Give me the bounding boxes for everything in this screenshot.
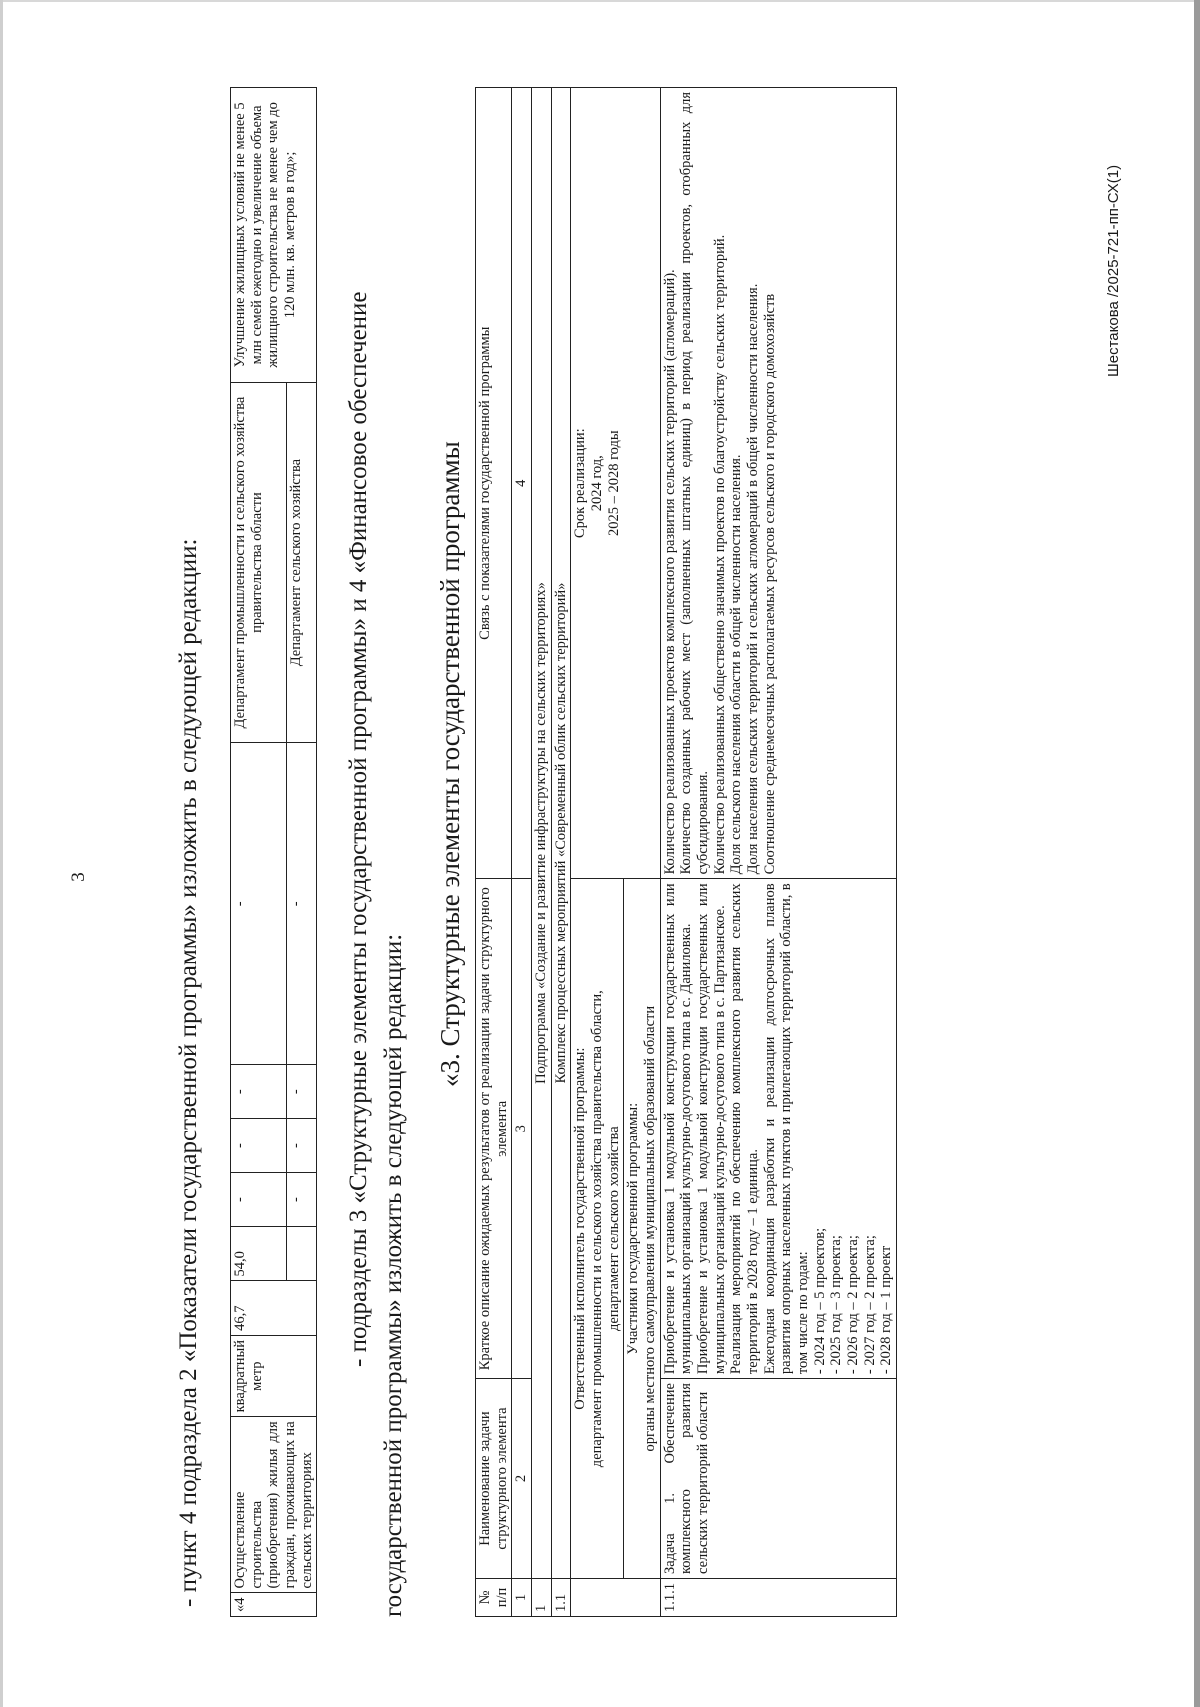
list-item: - 2025 год – 3 проекта;: [828, 1235, 845, 1375]
para-line-1: - подразделы 3 «Структурные элементы государственной программы» и 4 «Финансовое обеспечение: [345, 291, 372, 1367]
subprogram-num: 1: [532, 1579, 552, 1617]
responsible-label: Ответственный исполнитель государственной программы:: [572, 1047, 589, 1410]
indicator-name: Осуществление строительства (приобретения) жилья для граждан, проживающих на сельских территориях: [231, 1417, 317, 1593]
indicator-r2-value-3: -: [287, 1173, 317, 1227]
header-desc: Краткое описание ожидаемых результатов от реализации задачи структурного элемента: [476, 879, 512, 1379]
list-item: - 2024 год – 5 проектов;: [811, 1227, 828, 1375]
list-item: - 2026 год – 2 проекта;: [845, 1235, 862, 1375]
task-link-p3: Количество реализованных общественно значимых проектов по благоустройству сельских территорий.: [711, 234, 728, 875]
term-year-1: 2024 год,: [589, 455, 606, 512]
responsible-row: [571, 88, 624, 1617]
task-desc-p1: Приобретение и установка 1 модульной конструкции государственных или муниципальных организаций культурно-досугового типа в с. Даниловка.: [661, 883, 695, 1375]
indicator-value-4: -: [231, 1119, 287, 1173]
header-number-4: 4: [512, 88, 532, 879]
task-desc-p4: Ежегодная координация разработки и реализации долгосрочных планов развития опорных населенных пунктов и прилегающих территорий области, в том числе по годам:: [761, 883, 812, 1375]
complex-row: [551, 88, 571, 1617]
indicator-r2-value-5: -: [287, 1065, 317, 1119]
task-name: Задача 1. Обеспечение комплексного развития сельских территорий области: [660, 1379, 896, 1579]
responsible-dept-2: департамент сельского хозяйства: [605, 1126, 622, 1332]
task-row: [660, 88, 896, 1617]
page-number: 3: [68, 872, 89, 882]
header-name: Наименование задачи структурного элемента: [476, 1379, 512, 1579]
indicator-value-5: -: [231, 1065, 287, 1119]
page-top-edge: [0, 0, 1200, 2]
indicator-value-2: 54,0: [231, 1227, 287, 1281]
intro-line: - пункт 4 подраздела 2 «Показатели государственной программы» изложить в следующей редакции:: [175, 538, 202, 1607]
subprogram-row: [532, 88, 552, 1617]
indicator-r2-value-4: -: [287, 1119, 317, 1173]
task-link-p4: Доля сельского населения области в общей численности населения.: [728, 454, 745, 875]
task-link-p1: Количество реализованных проектов комплексного развития сельских территорий (агломераций).: [661, 269, 678, 875]
header-number-1: 1: [512, 1579, 532, 1617]
term-year-2: 2025 – 2028 годы: [605, 430, 622, 537]
indicator-r2-value-2: [287, 1227, 317, 1281]
task-years-list: [812, 883, 895, 1374]
structure-header-row: [476, 88, 512, 1617]
section-caption: «3. Структурные элементы государственной программы: [435, 441, 465, 1087]
header-num: № п/п: [476, 1579, 512, 1617]
task-indicator-links: [660, 88, 896, 879]
scan-border: [1194, 0, 1200, 1707]
complex-title: Комплекс процессных мероприятий «Современный облик сельских территорий»: [551, 88, 571, 1579]
header-link: Связь с показателями государственной программы: [476, 88, 512, 879]
term-label: Срок реализации:: [572, 428, 589, 539]
indicator-value-6: -: [231, 743, 287, 1065]
para-line-2: государственной программы» изложить в следующей редакции:: [380, 933, 407, 1617]
indicator-r2-value-6: -: [287, 743, 317, 1065]
task-desc-p2: Приобретение и установка 1 модульной конструкции государственных или муниципальных организаций культурно-досугового типа в с. Партизанское.: [695, 883, 728, 1375]
task-description: [660, 879, 896, 1379]
task-link-p5: Доля населения сельских территорий и сельских агломераций в общей численности населения.: [745, 283, 762, 875]
indicator-table: [230, 87, 317, 1617]
indicator-value-3: -: [231, 1173, 287, 1227]
structure-table: [475, 87, 897, 1617]
header-number-row: [512, 88, 532, 1617]
responsible-cell: [571, 879, 624, 1579]
task-link-p2: Количество созданных рабочих мест (заполненных штатных единиц) в период реализации проектов, отобранных для субсидирования.: [678, 92, 712, 875]
responsible-dept-1: департамент промышленности и сельского хозяйства правительства области,: [589, 990, 606, 1468]
complex-num: 1.1: [551, 1579, 571, 1617]
indicator-dept-2: Департамент сельского хозяйства: [287, 382, 317, 743]
indicator-unit: квадратный метр: [231, 1335, 317, 1416]
list-item: - 2027 год – 2 проекта;: [861, 1235, 878, 1375]
participants-cell: [624, 879, 660, 1579]
task-num: 1.1.1: [660, 1579, 896, 1617]
task-desc-p3: Реализация мероприятий по обеспечению комплексного развития сельских территорий в 2028 году – 1 единица.: [728, 883, 762, 1375]
indicator-row: [231, 88, 287, 1617]
indicator-value-1: 46,7: [231, 1281, 317, 1335]
indicator-num: «4: [231, 1593, 317, 1617]
task-link-p6: Соотношение среднемесячных располагаемых ресурсов сельского и городского домохозяйств: [761, 293, 778, 875]
subprogram-title: Подпрограмма «Создание и развитие инфраструктуры на сельских территориях»: [532, 88, 552, 1579]
header-number-2: 2: [512, 1379, 532, 1579]
indicator-result: Улучшение жилищных условий не менее 5 млн семей ежегодно и увеличение объема жилищного строительства не менее чем до 120 млн. кв. метров в год»;: [231, 88, 317, 383]
responsible-spacer: [571, 1579, 660, 1617]
list-item: - 2028 год – 1 проект: [878, 1245, 895, 1375]
header-number-3: 3: [512, 879, 532, 1379]
term-cell: [571, 88, 660, 879]
participants-value: органы местного самоуправления муниципальных образований области: [642, 1005, 659, 1452]
participants-label: Участники государственной программы:: [625, 1102, 642, 1355]
rotated-page: [0, 47, 1150, 1707]
indicator-dept-1: Департамент промышленности и сельского хозяйства правительства области: [231, 382, 287, 743]
document-code: Шестакова /2025-721-пп-СХ(1): [1105, 164, 1122, 377]
